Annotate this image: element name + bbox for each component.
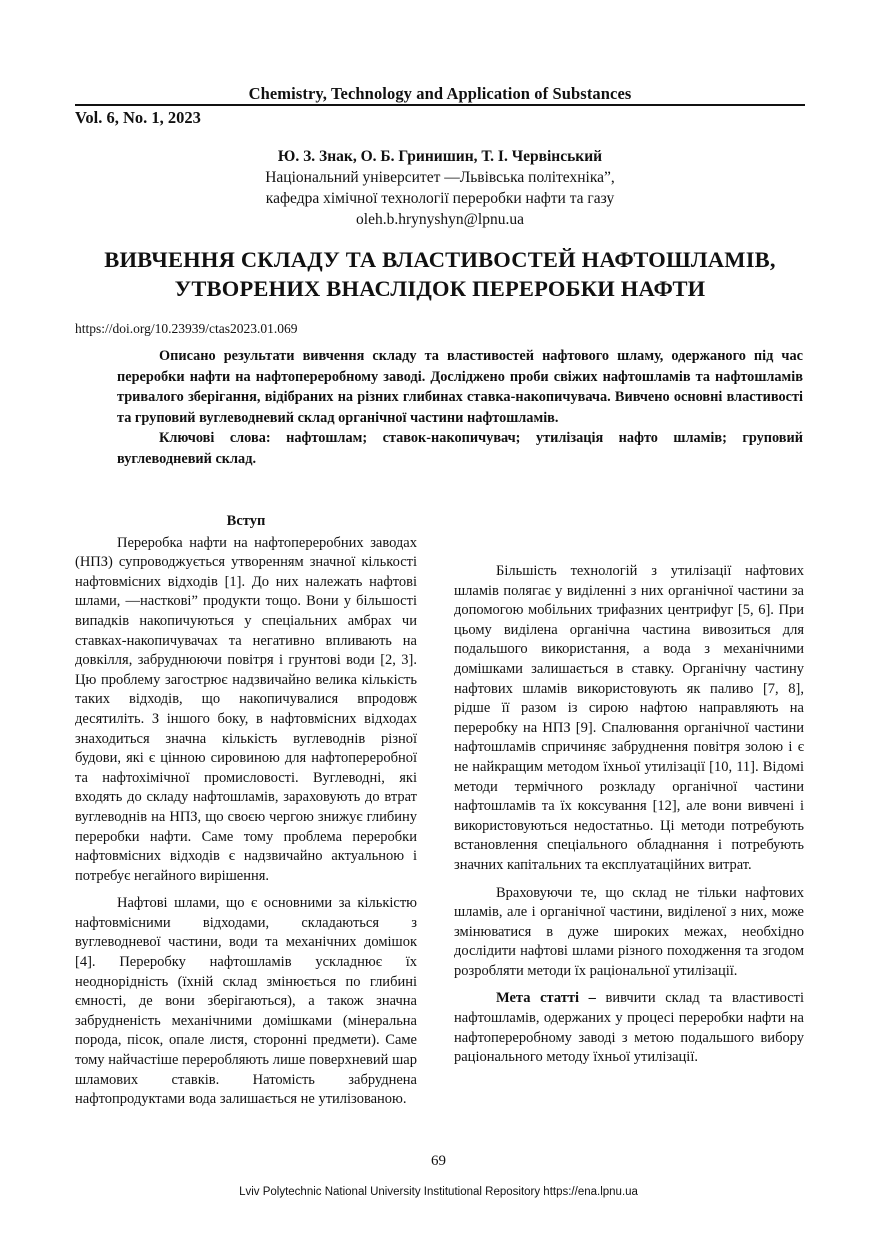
title-line-2: УТВОРЕНИХ ВНАСЛІДОК ПЕРЕРОБКИ НАФТИ xyxy=(174,276,706,301)
paragraph: Нафтові шлами, що є основними за кількістю нафтовмісними відходами, складаються з вуглеводневої частини, води та механічних домішок [4]. Переробку нафтошламів ускладнює їх неоднорідність (їхній склад змінюється по глибині ємності, де вони зберігаються), а також значна забрудненість механічними домішками (мінеральна порода, пісок, опале листя, сторонні предмети). Саме тому найчастіше переробляють лише поверхневий шар шламових ставків. Натомість забруднена нафтопродуктами вода залишається не утилізованою. xyxy=(75,895,417,1108)
keywords: Ключові слова: нафтошлам; ставок-накопичувач; утилізація нафто шламів; груповий вуглеводневий склад. xyxy=(117,430,803,467)
left-column xyxy=(75,512,417,1110)
volume-label: Vol. 6, No. 1, 2023 xyxy=(75,108,201,127)
aim-label: Мета статті – xyxy=(496,990,596,1007)
university: Національний університет ―Львівська політехніка”, xyxy=(265,169,615,186)
paragraph: Враховуючи те, що склад не тільки нафтових шламів, але і органічної частини, виділеної з них, може змінюватися в дуже широких межах, необхідно дослідити нафтові шлами різного походження та згодом розробляти методи їх раціональної утилізації. xyxy=(454,884,804,979)
department: кафедра хімічної технології переробки нафти та газу xyxy=(265,190,615,207)
repository-footer[interactable]: Lviv Polytechnic National University Institutional Repository https://ena.lpnu.ua xyxy=(239,1186,638,1198)
title-line-1: ВИВЧЕННЯ СКЛАДУ ТА ВЛАСТИВОСТЕЙ НАФТОШЛАМІВ, xyxy=(104,247,776,272)
page-number: 69 xyxy=(431,1153,446,1169)
paragraph: Переробка нафти на нафтопереробних заводах (НПЗ) супроводжується утворенням значної кількості нафтовмісних відходів [1]. До них належать нафтові шлами, ―насткові” продукти тощо. Вони у більшості випадків накопичуються у спеціальних амбрах чи ставках-накопичувачах та негативно впливають на довкілля, забруднюючи повітря і грунтові води [2, 3]. Цю проблему загострює надзвичайно велика кількість таких відходів, що накопичувалися впродовж десятиліть. З іншого боку, в нафтовмісних відходах знаходиться значна кількість вуглеводнів різної будови, які є цінною сировиною для нафтопереробної та нафтохімічної промисловості. Вуглеводні, які входять до складу нафтошламів, зараховують до втрат вуглеводнів на НПЗ, що своєю чергою знижує глибину переробки нафти. Саме тому проблема переробки нафтовмісних відходів є надзвичайно актуальною і потребує негайного вирішення. xyxy=(75,534,417,884)
journal-title: Chemistry, Technology and Application of Substances xyxy=(248,84,632,103)
intro-heading: Вступ xyxy=(226,513,266,529)
doi-link[interactable]: https://doi.org/10.23939/ctas2023.01.069 xyxy=(75,321,298,336)
aim-text: вивчити склад та властивості нафтошламів, одержаних у процесі переробки нафти на нафтопереробному заводі з метою подальшого вибору раціонального методу їхньої утилізації. xyxy=(454,990,804,1066)
right-column xyxy=(454,512,804,1068)
header-rule xyxy=(75,104,805,106)
abstract xyxy=(117,346,803,469)
abstract-text: Описано результати вивчення складу та властивостей нафтового шламу, одержаного під час переробки нафти на нафтопереробному заводі. Досліджено проби свіжих нафтошламів та нафтошламів тривалого зберігання, відібраних на різних глибинах ставка-накопичувача. Вивчено основні властивості та груповий вуглеводневий склад органічної частини нафтошламів. xyxy=(117,348,803,426)
paper-title xyxy=(60,245,820,303)
aim-paragraph xyxy=(454,989,804,1067)
email[interactable]: oleh.b.hrynyshyn@lpnu.ua xyxy=(356,211,524,228)
authors: Ю. З. Знак, О. Б. Гринишин, Т. І. Червінський xyxy=(277,148,603,165)
affiliation-block xyxy=(75,146,805,230)
paragraph: Більшість технологій з утилізації нафтових шламів полягає у виділенні з них органічної частини за допомогою мобільних трифазних центрифуг [5, 6]. При цьому виділена органічна частина вивозиться для подальшого використання, а вода з механічними домішками залишається в ставку. Органічну частину нафтових шламів використовують як паливо [7, 8], рідше її разом із сирою нафтою направляють на переробку на НПЗ [9]. Спалювання органічної частини нафтошламів спричиняє забруднення повітря золою і є не найкращим методом їхньої утилізації [10, 11]. Відомі методи термічного розкладу органічної частини нафтошламів та їх коксування [12], але вони вивчені і використовуються недостатньо. Ці методи потребують встановлення спеціального обладнання і потребують значних капітальних та експлуатаційних витрат. xyxy=(454,563,804,873)
